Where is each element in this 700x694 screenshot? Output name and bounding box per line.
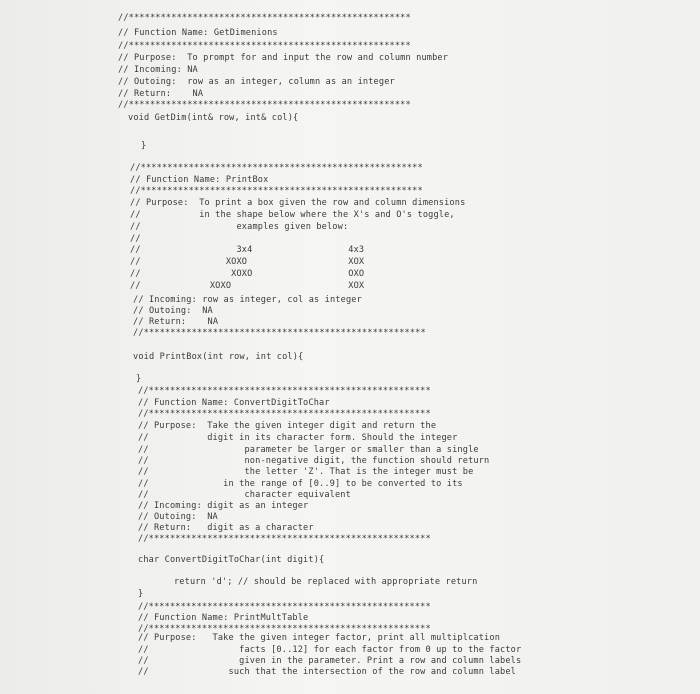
code-line: //***************************************************** — [130, 186, 423, 196]
code-line: } — [136, 374, 142, 384]
code-line: // Outoing: NA — [133, 306, 213, 316]
code-line: // Function Name: GetDimenions — [118, 28, 278, 38]
code-line: // in the shape below where the X's and O's toggle, — [130, 210, 455, 220]
code-line: // non-negative digit, the function should return — [138, 456, 490, 466]
code-line: //***************************************************** — [138, 386, 431, 396]
code-line: // facts [0..12] for each factor from 0 up to the factor — [138, 645, 522, 655]
code-line: // XOXO XOX — [130, 281, 365, 291]
code-line: // in the range of [0..9] to be converted to its — [138, 479, 463, 489]
code-line: //***************************************************** — [118, 41, 411, 51]
code-line: //***************************************************** — [118, 100, 411, 110]
code-line: //***************************************************** — [118, 13, 411, 23]
code-line: // 3x4 4x3 — [130, 245, 365, 255]
code-line: // character equivalent — [138, 490, 351, 500]
code-line: // Purpose: To print a box given the row and column dimensions — [130, 198, 466, 208]
code-line: //***************************************************** — [138, 534, 431, 544]
code-line: // the letter 'Z'. That is the integer must be — [138, 467, 474, 477]
code-line: //***************************************************** — [130, 163, 423, 173]
code-line: // Return: digit as a character — [138, 523, 314, 533]
code-line: return 'd'; // should be replaced with appropriate return — [158, 577, 478, 587]
code-line: // Purpose: To prompt for and input the row and column number — [118, 53, 449, 63]
code-line: // Function Name: PrintMultTable — [138, 613, 309, 623]
code-line: // XOXO XOX — [130, 257, 365, 267]
code-line: void GetDim(int& row, int& col){ — [128, 113, 299, 123]
code-line: //***************************************************** — [138, 409, 431, 419]
code-line: //***************************************************** — [133, 328, 426, 338]
code-line: //***************************************************** — [138, 624, 431, 634]
code-line: // Incoming: digit as an integer — [138, 501, 309, 511]
code-line: char ConvertDigitToChar(int digit){ — [138, 555, 325, 565]
code-line: //***************************************************** — [138, 602, 431, 612]
code-line: // given in the parameter. Print a row and column labels — [138, 656, 522, 666]
code-line: } — [141, 141, 147, 151]
code-line: // Incoming: NA — [118, 65, 198, 75]
code-line: // — [130, 234, 141, 244]
code-line: // Outoing: row as an integer, column as an integer — [118, 77, 395, 87]
code-line: // Purpose: Take the given integer factor, print all multiplcation — [138, 633, 501, 643]
code-line: // such that the intersection of the row and column label — [138, 667, 516, 677]
code-line: // Return: NA — [133, 317, 219, 327]
code-line: // Return: NA — [118, 89, 204, 99]
code-line: } — [138, 589, 144, 599]
code-line: // parameter be larger or smaller than a single — [138, 445, 479, 455]
code-line: // Function Name: PrintBox — [130, 175, 269, 185]
code-line: // XOXO OXO — [130, 269, 365, 279]
code-line: // examples given below: — [130, 222, 349, 232]
code-line: // Incoming: row as integer, col as integer — [133, 295, 362, 305]
code-line: void PrintBox(int row, int col){ — [133, 352, 304, 362]
code-line: // Outoing: NA — [138, 512, 218, 522]
code-line: // digit in its character form. Should the integer — [138, 433, 458, 443]
code-line: // Purpose: Take the given integer digit and return the — [138, 421, 437, 431]
code-line: // Function Name: ConvertDigitToChar — [138, 398, 330, 408]
